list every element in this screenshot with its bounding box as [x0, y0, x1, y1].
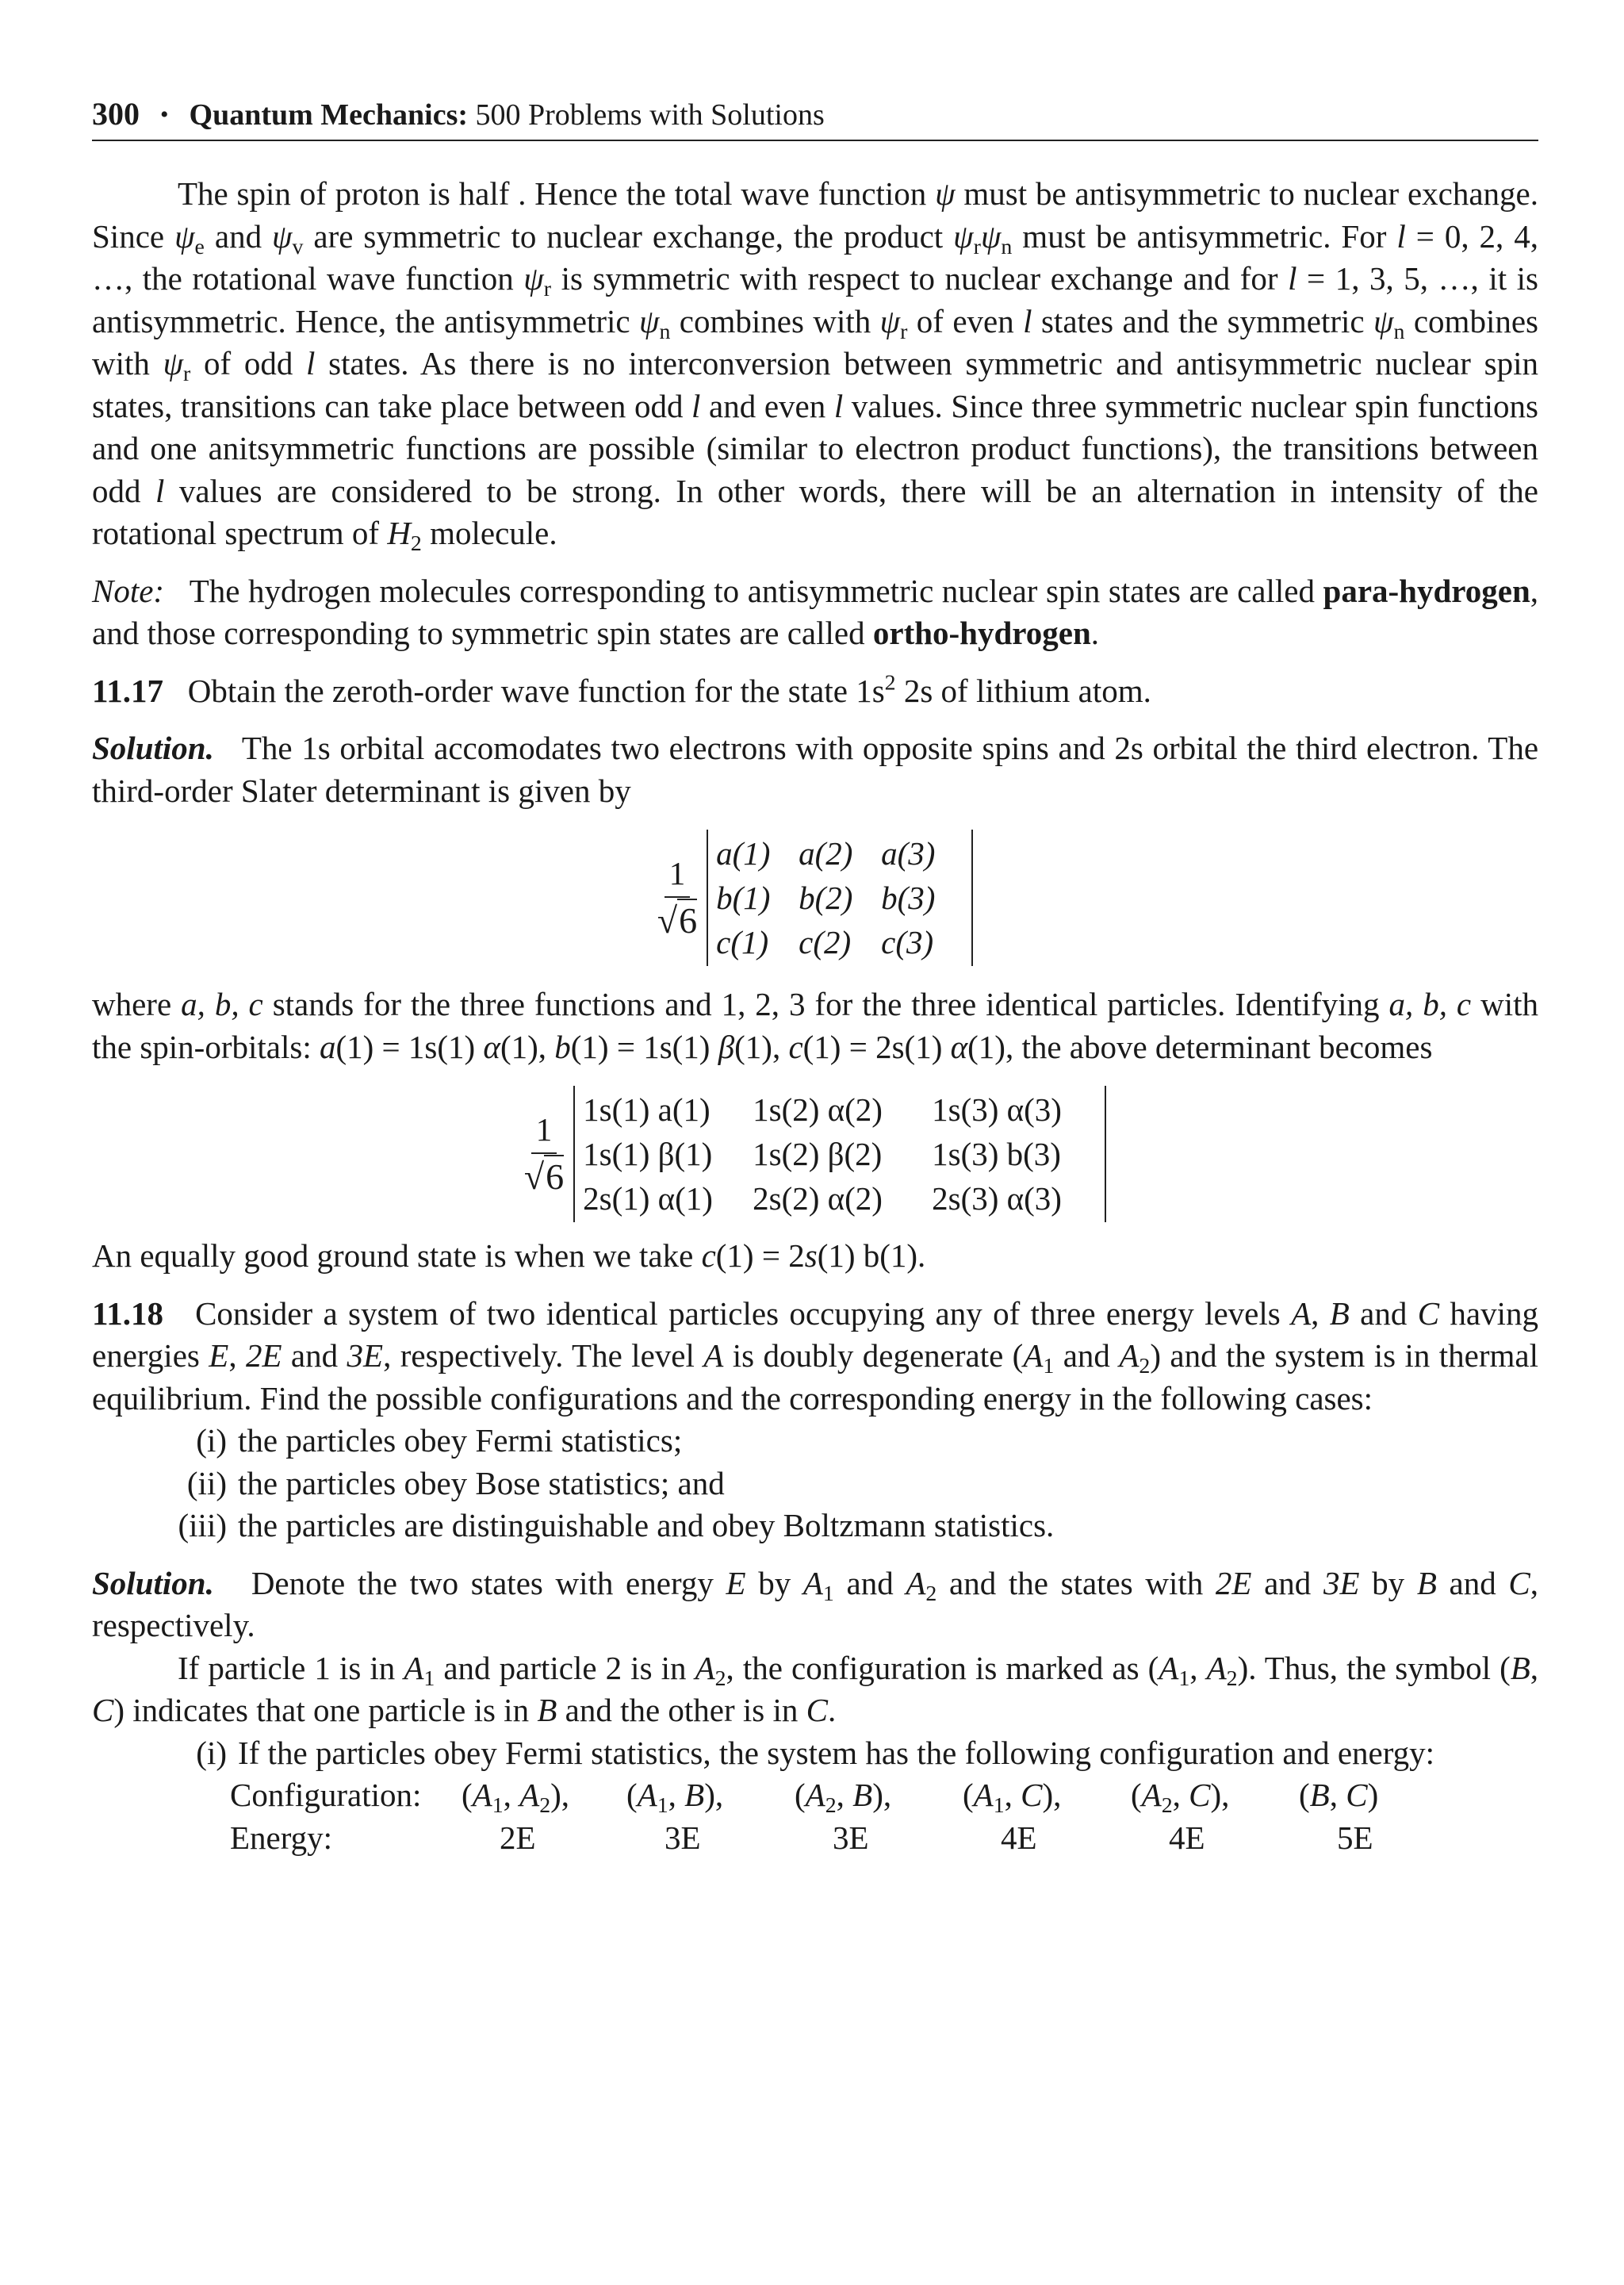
problem-number: 11.18 [92, 1294, 163, 1332]
list-item: (i) the particles obey Fermi statistics; [196, 1422, 683, 1459]
solution-11-17: Solution. The 1s orbital accomodates two electrons with opposite spins and 2s orbital the third electron. The third-order Slater determinant is given by [92, 730, 1539, 809]
problem-11-18: 11.18 Consider a system of two identical particles occupying any of three energy levels A, B and C having energies E, 2E and 3E, respectively. The level A is doubly degenerate ($A_1$ and $A_2$) and the system is in thermal equilibrium. Find the possible configurations and the corresponding energy in the following cases: [92, 1294, 1539, 1417]
energy-cell: 3E [833, 1819, 869, 1856]
configuration-row [230, 1774, 1538, 1817]
solution-11-18: Solution. Denote the two states with energy E by $A_1$ and $A_2$ and the states with 2E and 3E by B and C, respectively. [92, 1564, 1538, 1643]
normalization-fraction: $\frac{1}{√6}$ [523, 1110, 565, 1197]
energy-row [230, 1817, 1538, 1860]
energy-label: Energy: [230, 1819, 333, 1856]
normalization-fraction: $\frac{1}{√6}$ [657, 854, 698, 941]
config-cell: (B, C) [1299, 1777, 1379, 1813]
matrix-row: 2s(1) α(1) 2s(2) α(2) 2s(3) α(3) [583, 1180, 1062, 1217]
matrix-row: b(1) b(2) b(3) [716, 880, 936, 916]
cases-list [92, 1420, 1538, 1547]
matrix-row: 1s(1) a(1) 1s(2) α(2) 1s(3) α(3) [583, 1091, 1062, 1128]
paragraph-configuration-notation: If particle 1 is in $A_1$ and particle 2 is in $A_2$, the configuration is marked as ($A_1$, $A_2$). Thus, the symbol (B, C) indicates that one particle is in B and the other is in C. [92, 1649, 1539, 1728]
determinant-matrix [573, 1086, 1106, 1222]
list-item: (iii) the particles are distinguishable and obey Boltzmann statistics. [178, 1507, 1055, 1543]
energy-cell: 2E [500, 1819, 536, 1856]
config-cell: ($A_2$, C), [1131, 1777, 1230, 1818]
config-cell: ($A_1$, $A_2$), [462, 1777, 570, 1818]
slater-determinant-lithium [92, 1086, 1538, 1222]
page-number: 300 [92, 96, 140, 132]
config-cell: ($A_1$, B), [626, 1777, 724, 1818]
matrix-row: 1s(1) β(1) 1s(2) β(2) 1s(3) b(3) [583, 1136, 1061, 1172]
book-title-bold: Quantum Mechanics: [189, 98, 469, 132]
matrix-row: a(1) a(2) a(3) [716, 835, 936, 872]
config-cell: ($A_2$, B), [795, 1777, 892, 1818]
paragraph-ground-state: An equally good ground state is when we take c(1) = 2s(1) b(1). [92, 1237, 926, 1274]
running-header [92, 89, 1538, 141]
solution-label: Solution. [92, 1564, 214, 1601]
config-cell: ($A_1$, C), [963, 1777, 1062, 1818]
solution-label: Solution. [92, 730, 214, 766]
list-item: (i) If the particles obey Fermi statistics, the system has the following configuration and energy: [196, 1734, 1435, 1771]
determinant-matrix [707, 830, 973, 966]
energy-cell: 4E [1169, 1819, 1205, 1856]
problem-number: 11.17 [92, 672, 163, 709]
problem-11-17: 11.17 Obtain the zeroth-order wave function for the state $1s^2$ 2s of lithium atom. [92, 670, 1151, 709]
slater-determinant-general [92, 830, 1538, 966]
energy-cell: 5E [1337, 1819, 1373, 1856]
matrix-row: c(1) c(2) c(3) [716, 924, 934, 960]
list-item: (ii) the particles obey Bose statistics; and [186, 1464, 725, 1501]
bullet-separator: • [160, 102, 169, 128]
fermi-configuration-table [92, 1774, 1538, 1859]
book-title-rest: 500 Problems with Solutions [475, 98, 825, 132]
energy-cell: 3E [665, 1819, 701, 1856]
paragraph-nuclear-spin: The spin of proton is half . Hence the total wave function ψ must be antisymmetric to nuclear exchange. Since $\psi_e$ and $\psi_v$ are symmetric to nuclear exchange, the product $\psi_r\psi_n$ must be antisymmetric. For l = 0, 2, 4, …, the rotational wave function $\psi_r$ is symmetric with respect to nuclear exchange and for l = 1, 3, 5, …, it is antisymmetric. Hence, the antisymmetric $\psi_n$ combines with $\psi_r$ of even l states and the symmetric $\psi_n$ combines with $\psi_r$ of odd l states. As there is no interconversion between symmetric and antisymmetric nuclear spin states, transitions can take place between odd l and even l values. Since three symmetric nuclear spin functions and one anitsymmetric functions are possible (similar to electron product functions), the transitions between odd l values are considered to be strong. In other words, there will be an alternation in intensity of the rotational spectrum of $H_2$ molecule. [92, 175, 1539, 556]
page-content [92, 173, 1538, 1859]
note-label: Note: [92, 572, 165, 609]
fermi-case [92, 1732, 1538, 1775]
note-paragraph: Note: The hydrogen molecules corresponding to antisymmetric nuclear spin states are called para-hydrogen, and those corresponding to symmetric spin states are called ortho-hydrogen. [92, 572, 1538, 651]
paragraph-where: where a, b, c stands for the three functions and 1, 2, 3 for the three identical particles. Identifying a, b, c with the spin-orbitals: a(1) = 1s(1) α(1), b(1) = 1s(1) β(1), c(1) = 2s(1) α(1), the above determinant becomes [92, 986, 1538, 1065]
energy-cell: 4E [1001, 1819, 1037, 1856]
configuration-label: Configuration: [230, 1777, 422, 1813]
